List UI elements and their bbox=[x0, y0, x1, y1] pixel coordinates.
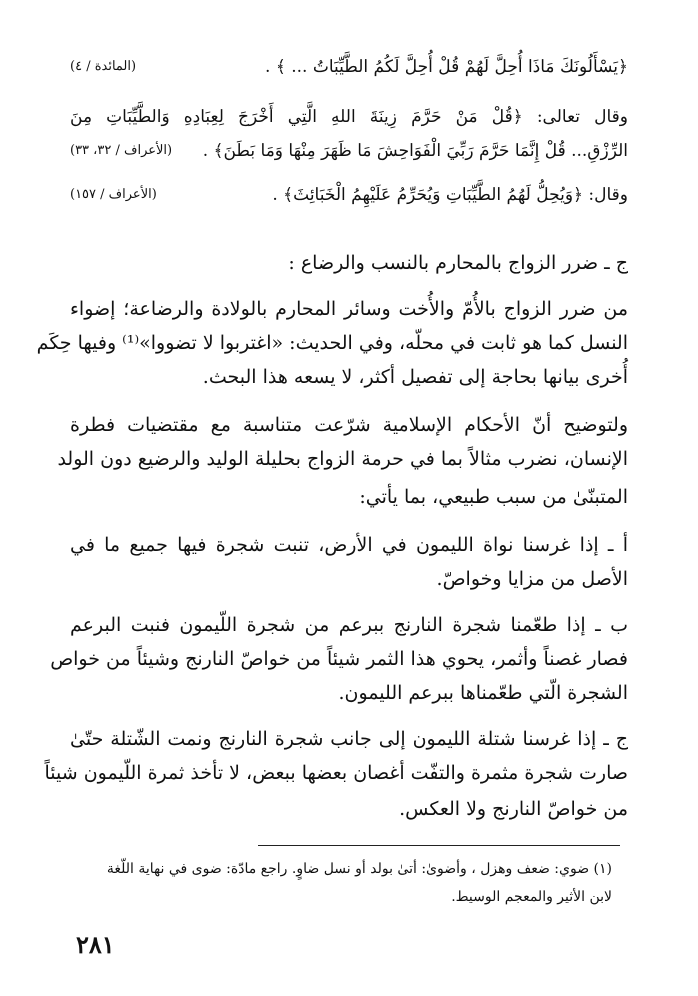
list-item-b-line: الشجرة الّتي طعّمناها ببرعم الليمون. bbox=[338, 682, 628, 704]
paragraph-line: ولتوضيح أنّ الأحكام الإسلامية شرّعت متناسبة مع مقتضيات فطرة bbox=[70, 414, 628, 436]
quote-reference: (الأعراف / ١٥٧) bbox=[70, 187, 157, 202]
quote-text: وقال: ﴿وَيُحِلُّ لَهُمُ الطَّيِّبَاتِ وَيُحَرِّمُ عَلَيْهِمُ الْخَبَائِثَ﴾ . bbox=[272, 185, 628, 205]
list-item-b-line: ب ـ إذا طعّمنا شجرة النارنج ببرعم من شجرة اللّيمون فنبت البرعم bbox=[70, 614, 628, 636]
quote-text: ﴿يَسْأَلُونَكَ مَاذَا أُحِلَّ لَهُمْ قُلْ أُحِلَّ لَكُمُ الطَّيِّبَاتُ ... ﴾ . bbox=[265, 57, 628, 77]
quote-araf-line-2 bbox=[70, 134, 628, 168]
footnote-line: لابن الأثير والمعجم الوسيط. bbox=[451, 889, 612, 905]
quote-araf-line-1: وقال تعالى: ﴿قُلْ مَنْ حَرَّمَ زِينَةَ اللهِ الَّتِي أَخْرَجَ لِعِبَادِهِ وَالطَّيِّبَاتِ مِنَ bbox=[70, 107, 628, 127]
paragraph-line: من ضرر الزواج بالأُمّ والأُخت وسائر المحارم بالولادة والرضاعة؛ إضواء bbox=[70, 298, 628, 320]
quote-reference: (الأعراف / ٣٢، ٣٣) bbox=[70, 143, 173, 158]
quote-araf-157-line bbox=[70, 178, 628, 212]
quote-text: الرِّزْقِ... قُلْ إِنَّمَا حَرَّمَ رَبِّيَ الْفَوَاحِشَ مَا ظَهَرَ مِنْهَا وَمَا بَطَنَ﴾ . bbox=[202, 141, 628, 161]
paragraph-line: أُخرى بيانها بحاجة إلى تفصيل أكثر، لا يسعه هذا البحث. bbox=[202, 366, 628, 388]
paragraph-line: المتبنّىٰ من سبب طبيعي، بما يأتي: bbox=[359, 486, 628, 508]
list-item-c-line: صارت شجرة مثمرة والتفّت أغصان بعضها ببعض، لا تأخذ ثمرة اللّيمون شيئاً bbox=[44, 762, 628, 784]
paragraph-line: النسل كما هو ثابت في محلّه، وفي الحديث: «اغتربوا لا تضووا»⁽¹⁾ وفيها حِكَم bbox=[36, 332, 628, 354]
list-item-a-line: أ ـ إذا غرسنا نواة الليمون في الأرض، تنبت شجرة فيها جميع ما في bbox=[70, 534, 628, 556]
list-item-c-line: من خواصّ النارنج ولا العكس. bbox=[399, 798, 628, 820]
page-number: ٢٨١ bbox=[76, 930, 115, 959]
paragraph-line: الإنسان، نضرب مثالاً بما في حرمة الزواج بحليلة الوليد والرضيع دون الولد bbox=[57, 448, 628, 470]
list-item-c-line: ج ـ إذا غرسنا شتلة الليمون إلى جانب شجرة النارنج ونمت الشّتلة حتّىٰ bbox=[70, 728, 628, 750]
quote-reference: (المائدة / ٤) bbox=[70, 59, 137, 74]
section-heading: ج ـ ضرر الزواج بالمحارم بالنسب والرضاع : bbox=[288, 252, 628, 274]
list-item-a-line: الأصل من مزايا وخواصّ. bbox=[436, 568, 628, 590]
footnote-line: (١) ضوي: ضعف وهزل ، وأضوىٰ: أتىٰ بولد أو نسل ضاوٍ. راجع مادّة: ضوى في نهاية اللّغة bbox=[106, 861, 612, 877]
list-item-b-line: فصار غصناً وأثمر، يحوي هذا الثمر شيئاً من خواصّ النارنج وشيئاً من خواص bbox=[50, 648, 628, 670]
footnote-divider bbox=[258, 845, 620, 846]
quote-maidah-line bbox=[70, 50, 628, 84]
